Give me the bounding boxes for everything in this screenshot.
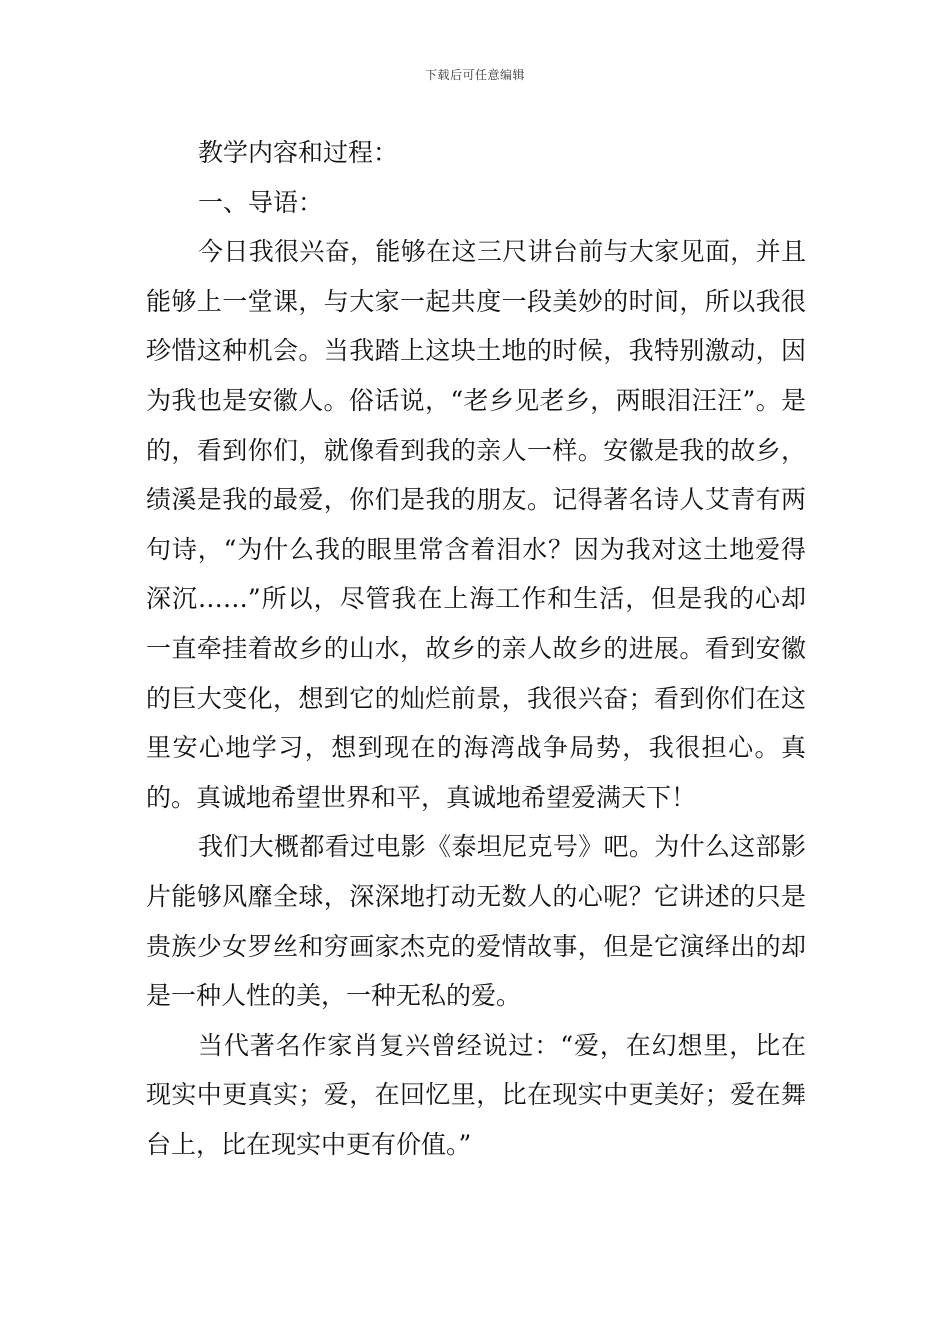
paragraph-2: 我们大概都看过电影《泰坦尼克号》吧。为什么这部影片能够风靡全球，深深地打动无数人的心呢？它讲述的只是贵族少女罗丝和穷画家杰克的爱情故事，但是它演绎出的却是一种人性的美，一种无私的爱。: [146, 832, 806, 1011]
page-header: 下载后可任意编辑: [424, 68, 525, 82]
paragraph-3: 当代著名作家肖复兴曾经说过：“爱，在幻想里，比在现实中更真实；爱，在回忆里，比在现实中更美好；爱在舞台上，比在现实中更有价值。”: [146, 1030, 806, 1159]
section-heading-intro: 一、导语：: [198, 187, 324, 217]
document-body: [146, 128, 806, 1169]
paragraph-1: 今日我很兴奋，能够在这三尺讲台前与大家见面，并且能够上一堂课，与大家一起共度一段美妙的时间，所以我很珍惜这种机会。当我踏上这块土地的时候，我特别激动，因为我也是安徽人。俗话说，“老乡见老乡，两眼泪汪汪”。是的，看到你们，就像看到我的亲人一样。安徽是我的故乡，绩溪是我的最爱，你们是我的朋友。记得著名诗人艾青有两句诗，“为什么我的眼里常含着泪水？因为我对这土地爱得深沉……”所以，尽管我在上海工作和生活，但是我的心却一直牵挂着故乡的山水，故乡的亲人故乡的进展。看到安徽的巨大变化，想到它的灿烂前景，我很兴奋；看到你们在这里安心地学习，想到现在的海湾战争局势，我很担心。真的。真诚地希望世界和平，真诚地希望爱满天下！: [146, 237, 806, 812]
section-heading-content: 教学内容和过程：: [198, 138, 399, 167]
